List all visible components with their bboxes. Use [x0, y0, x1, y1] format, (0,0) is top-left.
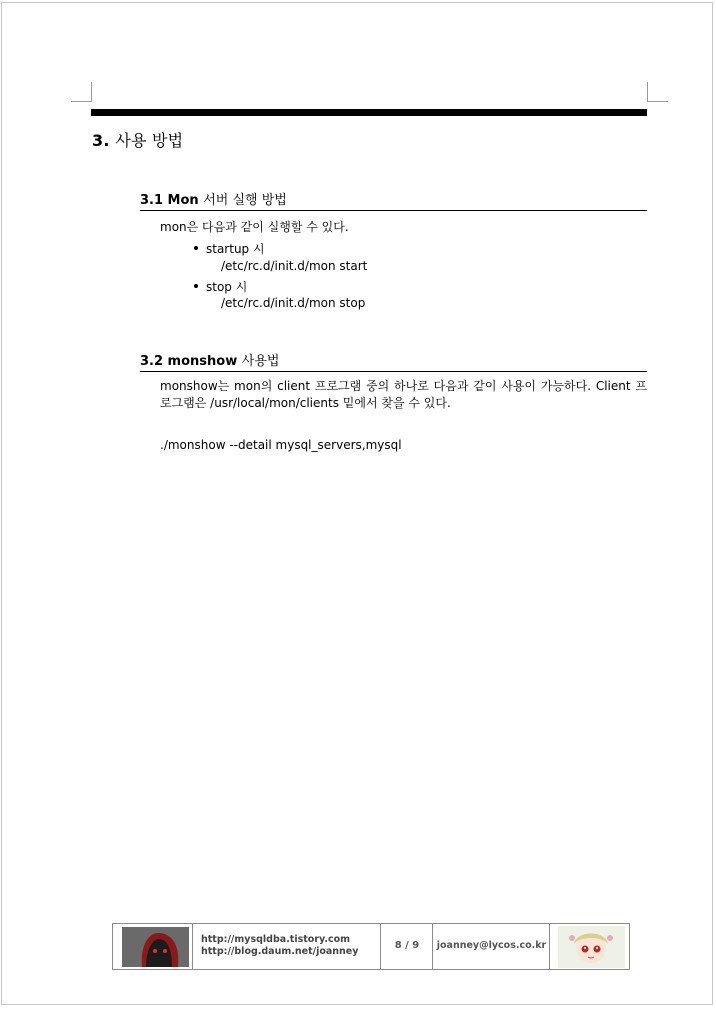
subsection-heading-3-1	[140, 189, 287, 208]
subsection-rule	[140, 210, 647, 211]
subsection-rule	[140, 371, 647, 372]
header-bar	[91, 109, 647, 116]
footer-left-avatar	[122, 927, 189, 967]
document-page	[1, 2, 713, 1005]
command-text: ./monshow --detail mysql_servers,mysql	[160, 438, 402, 452]
subsection-title: 사용법	[241, 354, 280, 369]
bullet-icon	[194, 284, 198, 288]
crop-mark-top-right-vertical	[647, 82, 648, 102]
paragraph: monshow는 mon의 client 프로그램 중의 하나로 다음과 같이 사용이 가능하다. Client 프로그램은 /usr/local/mon/clients 밑에서 찾을 수 있다.	[160, 379, 647, 410]
list-item-label: stop 시	[206, 280, 248, 294]
intro-text: mon은 다음과 같이 실행할 수 있다.	[160, 220, 349, 234]
section-heading	[92, 128, 183, 151]
footer-right-avatar	[558, 926, 625, 968]
section-number: 3.	[92, 131, 110, 150]
footer-urls	[201, 934, 358, 958]
crop-mark-top-left-horizontal	[71, 101, 91, 102]
crop-mark-top-right-horizontal	[648, 101, 668, 102]
footer-url-1: http://mysqldba.tistory.com	[201, 934, 350, 945]
crop-mark-top-left-vertical	[91, 82, 92, 102]
bullet-icon	[194, 246, 198, 250]
footer-url-2: http://blog.daum.net/joanney	[201, 946, 359, 957]
list-item-label: startup 시	[206, 242, 265, 256]
page-footer	[112, 923, 630, 970]
section-title: 사용 방법	[115, 131, 184, 150]
subsection-heading-3-2	[140, 350, 279, 369]
subsection-number: 3.1 Mon	[140, 193, 199, 208]
list-item-command: /etc/rc.d/init.d/mon stop	[221, 296, 366, 310]
list-item-command: /etc/rc.d/init.d/mon start	[221, 259, 368, 273]
footer-page-number: 8 / 9	[394, 940, 420, 951]
footer-email: joanney@lycos.co.kr	[436, 940, 547, 951]
subsection-number: 3.2 monshow	[140, 354, 238, 369]
subsection-title: 서버 실행 방법	[203, 193, 287, 208]
